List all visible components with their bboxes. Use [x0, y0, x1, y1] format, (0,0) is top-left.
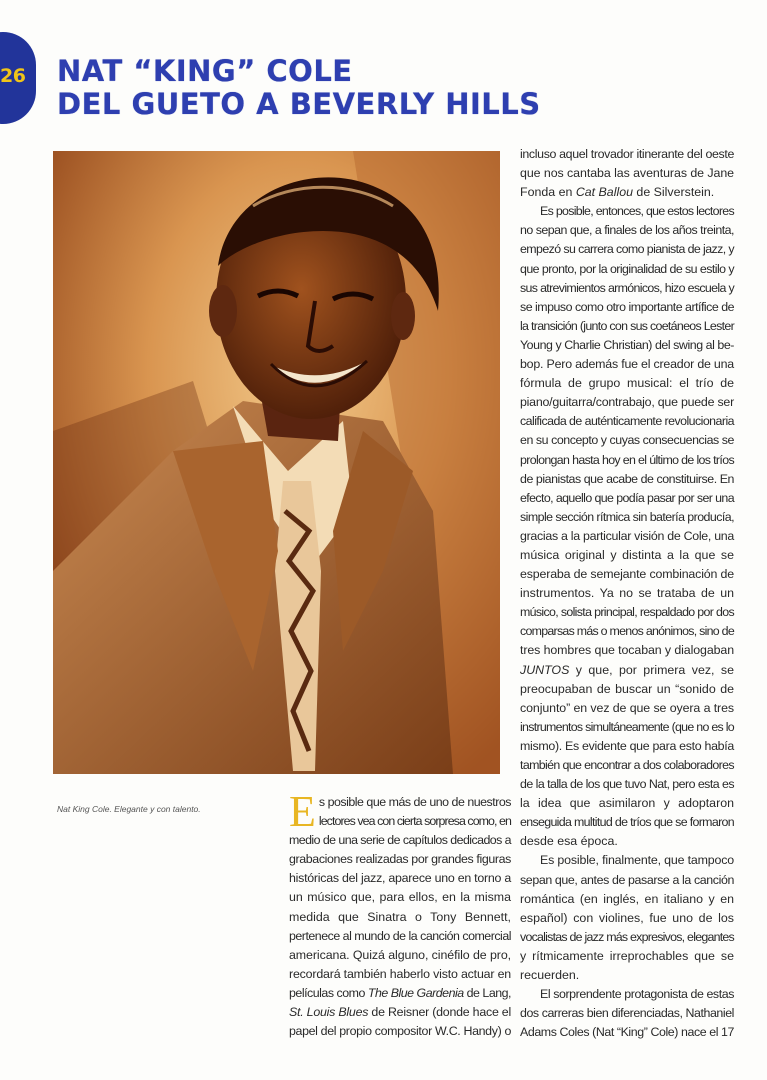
text-line: fórmula de grupo musical: el trío de [520, 376, 734, 391]
text-line: romántica (en inglés, en italiano y en [520, 891, 734, 906]
text-line: incluso aquel trovador itinerante del oeste [520, 147, 734, 161]
text-line: vocalistas de jazz más expresivos, elegantes [520, 929, 734, 944]
text-line: recuerden. [520, 968, 580, 983]
text-line: tres hombres que tocaban y dialogaban [520, 643, 734, 658]
text-line: un músico que, para ellos, en la misma [289, 890, 511, 905]
text-line: Es posible, finalmente, que tampoco [540, 853, 734, 868]
text-line: lectores vea con cierta sorpresa como, en [318, 814, 511, 829]
text-run: y que, por primera vez, se [569, 662, 734, 677]
text-run: Fonda en [520, 185, 576, 200]
text-line: preocupaban de buscar un “sonido de [520, 681, 734, 696]
text-line: instrumentos simultáneamente (que no es lo [520, 719, 734, 734]
text-line: prolongan hasta hoy en el último de los tríos [520, 452, 734, 467]
text-line: sepan que, antes de pasarse a la canción [520, 872, 734, 887]
page-number: 26 [0, 65, 26, 87]
text-line: instrumentos. Ya no se trataba de un [520, 586, 734, 601]
emphasis: JUNTOS [520, 662, 570, 677]
intro-paragraph [289, 787, 512, 1041]
text-line: medida que Sinatra o Tony Bennett, [289, 909, 511, 924]
text-line: músico, solista principal, respaldado por dos [520, 605, 734, 620]
text-line: grabaciones realizadas por grandes figuras [289, 852, 511, 867]
text-line: enseguida multitud de tríos que se formaron [520, 815, 734, 830]
paragraph-1 [520, 145, 734, 202]
text-line: comparsas más o menos anónimos, sino de [520, 624, 734, 639]
drop-cap: E [289, 787, 316, 836]
text-line: también que encontrar a dos colaboradores [520, 758, 734, 772]
text-line: efecto, aquello que podía pasar por ser una [520, 490, 734, 505]
film-title: Cat Ballou [575, 185, 633, 200]
text-line [289, 984, 511, 1003]
text-line: gracias a la particular visión de Cole, una [520, 528, 734, 543]
article-title [57, 55, 541, 121]
text-line: no sepan que, a finales de los años treinta, [520, 223, 734, 238]
text-column-1 [289, 787, 512, 1041]
text-line: conjunto” en vez de que se oyera a tres [520, 700, 734, 715]
text-line: El sorprendente protagonista de estas [540, 987, 734, 1002]
paragraph-4 [520, 985, 734, 1042]
text-line: esperaba de semejante combinación de [520, 567, 734, 582]
text-line: mismo). Es evidente que para esto había [520, 738, 734, 753]
title-line-2: DEL GUETO A BEVERLY HILLS [57, 87, 541, 121]
text-run: de Silverstein. [632, 185, 715, 200]
text-column-2 [520, 145, 734, 1042]
text-line: sus atrevimientos armónicos, hizo escuela y [520, 280, 734, 295]
text-line: música original y distinta a la que se [520, 547, 734, 562]
text-line: pertenece al mundo de la canción comercial [289, 928, 511, 943]
text-line: Es posible, entonces, que estos lectores [540, 204, 734, 219]
text-line: la idea que asimilaron y adoptaron [520, 796, 734, 811]
title-line-1: NAT “KING” COLE [57, 54, 353, 88]
photo-caption: Nat King Cole. Elegante y con talento. [57, 804, 201, 814]
text-line: americana. Quizá alguno, cinéfilo de pro, [289, 947, 511, 962]
text-line: Adams Coles (Nat “King” Cole) nace el 17 [520, 1025, 735, 1040]
text-line: recordará también haberlo visto actuar en [289, 966, 511, 981]
text-line: dos carreras bien diferenciadas, Nathaniel [520, 1006, 734, 1021]
text-line: calificada de auténticamente revolucionaria [520, 414, 734, 429]
text-line [520, 661, 734, 680]
text-line: bop. Pero además fue el creador de una [520, 357, 734, 372]
text-line: en su concepto y cuyas consecuencias se [520, 433, 734, 448]
text-line: históricas del jazz, aparece uno en torno a [289, 871, 511, 886]
text-line: empezó su carrera como pianista de jazz, y [520, 242, 734, 257]
film-title: St. Louis Blues [289, 1005, 369, 1020]
text-line: que nos cantaba las aventuras de Jane [520, 166, 734, 181]
text-line [289, 1003, 511, 1022]
text-line: papel del propio compositor W.C. Handy) o [289, 1024, 511, 1039]
paragraph-3 [520, 851, 734, 985]
text-line: que pronto, por la originalidad de su estilo y [520, 261, 734, 276]
text-line: s posible que más de uno de nuestros [318, 795, 511, 809]
text-line: Young y Charlie Christian) del swing al be- [520, 337, 734, 352]
text-line: simple sección rítmica sin batería producía, [520, 509, 734, 524]
text-line: de la talla de los que tuvo Nat, pero esta es [520, 777, 734, 792]
text-run: de Lang, [463, 985, 512, 1000]
film-title: The Blue Gardenia [367, 985, 464, 1000]
text-line: desde esa época. [520, 834, 618, 849]
text-line: medio de una serie de capítulos dedicados a [289, 833, 511, 848]
portrait-illustration [53, 151, 500, 774]
text-line: y rítmicamente irreprochables que se [520, 948, 734, 963]
nat-king-cole-photo [53, 151, 500, 774]
text-line: español) con violines, fue uno de los [520, 910, 734, 925]
text-run: de Reisner (donde hace el [368, 1005, 511, 1020]
text-line: de pianistas que acabe de constituirse. En [520, 471, 734, 486]
text-line [520, 183, 734, 202]
text-line: la transición (junto con sus coetáneos Lester [520, 318, 734, 333]
text-run: películas como [289, 985, 368, 1000]
text-line: piano/guitarra/contrabajo, que puede ser [520, 395, 734, 410]
text-line: se impuso como otro importante artífice de [520, 299, 734, 314]
paragraph-2 [520, 202, 734, 851]
